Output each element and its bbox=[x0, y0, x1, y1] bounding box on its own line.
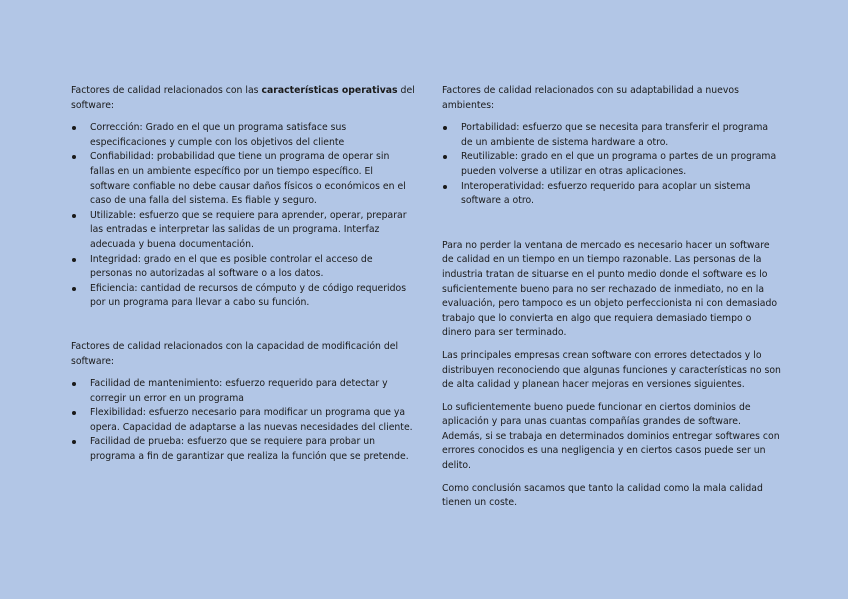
adaptability-factors-list bbox=[442, 121, 782, 209]
operational-factors-list bbox=[71, 121, 415, 311]
paragraph-market-window: Para no perder la ventana de mercado es necesario hacer un software de calidad en un tiempo en un tiempo razonable. Las personas de la industria tratan de situarse en el punto medio donde el software es lo suficientemente bueno para no ser rechazado de inmediato, no en la evaluación, pero tampoco es un objeto perfeccionista ni con demasiado trabajo que lo convierta en algo que requiera demasiado tiempo o dinero para ser terminado. bbox=[442, 239, 778, 339]
adaptability-factors-heading: Factores de calidad relacionados con su adaptabilidad a nuevos ambientes: bbox=[442, 85, 739, 111]
list-item-reutilizable: Reutilizable: grado en el que un programa o partes de un programa pueden volverse a utilizar en otras aplicaciones. bbox=[442, 150, 782, 179]
list-item-mantenimiento: Facilidad de mantenimiento: esfuerzo requerido para detectar y corregir un error en un programa bbox=[71, 377, 415, 406]
heading-bold-text: características operativas bbox=[261, 85, 398, 96]
operational-factors-heading bbox=[71, 84, 415, 113]
list-item-portabilidad: Portabilidad: esfuerzo que se necesita para transferir el programa de un ambiente de sistema hardware a otro. bbox=[442, 121, 782, 150]
heading-text-end: del software: bbox=[71, 85, 415, 111]
list-item-prueba: Facilidad de prueba: esfuerzo que se requiere para probar un programa a fin de garantizar que realiza la función que se pretende. bbox=[71, 435, 415, 464]
right-column bbox=[442, 84, 782, 519]
list-item-confiabilidad: Confiabilidad: probabilidad que tiene un programa de operar sin fallas en un ambiente específico por un tiempo específico. El software confiable no debe causar daños físicos o económicos en el caso de una falla del sistema. Es fiable y seguro. bbox=[71, 150, 415, 208]
list-item-interoperatividad: Interoperatividad: esfuerzo requerido para acoplar un sistema software a otro. bbox=[442, 180, 782, 209]
conclusions-section bbox=[442, 239, 782, 511]
paragraph-good-enough: Lo suficientemente bueno puede funcionar en ciertos dominios de aplicación y para unas cuantas compañías grandes de software. Además, si se trabaja en determinados dominios entregar softwares con errores conocidos es una negligencia y en ciertos casos puede ser un delito. bbox=[442, 401, 780, 472]
left-column bbox=[71, 84, 415, 465]
modification-factors-section bbox=[71, 340, 415, 465]
operational-factors-section bbox=[71, 84, 415, 311]
paragraph-companies: Las principales empresas crean software con errores detectados y lo distribuyen reconociendo que algunas funciones y características no son de alta calidad y planean hacer mejoras en versiones siguientes. bbox=[442, 349, 781, 391]
list-item-correccion: Corrección: Grado en el que un programa satisface sus especificaciones y cumple con los objetivos del cliente bbox=[71, 121, 415, 150]
list-item-integridad: Integridad: grado en el que es posible controlar el acceso de personas no autorizadas al software o a los datos. bbox=[71, 253, 415, 282]
list-item-eficiencia: Eficiencia: cantidad de recursos de cómputo y de código requeridos por un programa para llevar a cabo su función. bbox=[71, 282, 415, 311]
heading-text-start: Factores de calidad relacionados con las bbox=[71, 85, 262, 96]
list-item-flexibilidad: Flexibilidad: esfuerzo necesario para modificar un programa que ya opera. Capacidad de adaptarse a las nuevas necesidades del cliente. bbox=[71, 406, 415, 435]
modification-factors-list bbox=[71, 377, 415, 465]
modification-factors-heading: Factores de calidad relacionados con la capacidad de modificación del software: bbox=[71, 340, 399, 367]
list-item-utilizable: Utilizable: esfuerzo que se requiere para aprender, operar, preparar las entradas e interpretar las salidas de un programa. Interfaz adecuada y buena documentación. bbox=[71, 209, 415, 253]
paragraph-conclusion: Como conclusión sacamos que tanto la calidad como la mala calidad tienen un coste. bbox=[442, 482, 763, 509]
adaptability-factors-section bbox=[442, 84, 782, 209]
